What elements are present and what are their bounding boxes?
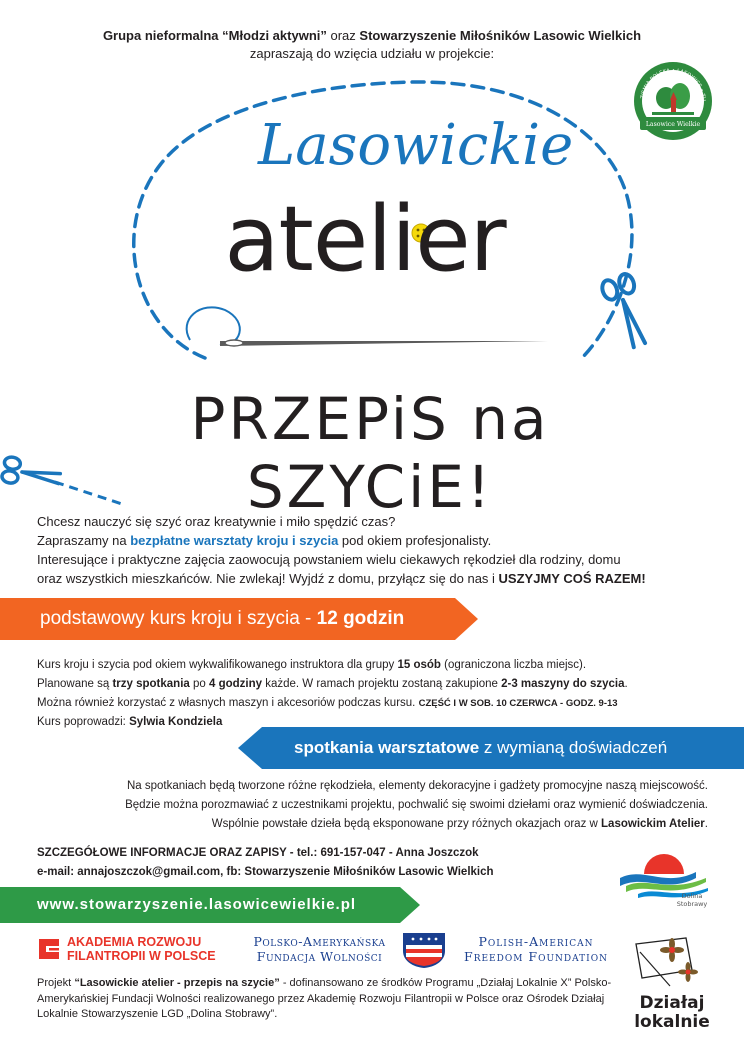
footer-project-info: Projekt “Lasowickie atelier - przepis na szycie” - dofinansowano ze środków Programu „Działaj Lokalnie X” Polsko-Amerykańskiej Fundacji Wolności realizowanego przez Akademię Rozwoju Filantropii w Polsce oraz Ośrodek Działaj Lokalnie Stowarzyszenie LGD „Dolina Stobrawy”.	[37, 977, 612, 1020]
website-banner	[0, 887, 420, 923]
seal-arc-text: ZIEMIA POLSKA • LASOWICE • TU	[640, 67, 707, 102]
seal-banner-text: Lasowice Wielkie	[645, 121, 701, 128]
website-link[interactable]: www.stowarzyszenie.lasowicewielkie.pl	[37, 896, 357, 913]
meetings-banner: spotkania warsztatowe z wymianą doświadczeń	[238, 727, 744, 769]
paff-logo: Polish-American Freedom Foundation	[464, 934, 608, 964]
dolina-l1: Dolina	[681, 892, 703, 900]
dolina-stobrawy-logo	[616, 848, 716, 908]
arf-logo: AKADEMIA ROZWOJU FILANTROPII W POLSCE	[37, 935, 242, 965]
title-main: atelier	[224, 187, 506, 292]
needle-icon	[220, 340, 548, 346]
dolina-l2: Stobrawy	[676, 900, 708, 908]
course-details: Kurs kroju i szycia pod okiem wykwalifikowanego instruktora dla grupy 15 osób (ograniczona liczba miejsc). Planowane są trzy spotkania po 4 godziny każde. W ramach projektu zostaną zakupione 2-3 maszyny do szycia. Można również korzystać z własnych maszyn i akcesoriów podczas kursu. CZĘŚĆ I W SOB. 10 CZERWCA - GODZ. 9-13 Kurs poprowadzi: Sylwia Kondziela	[37, 659, 628, 728]
meetings-text: Na spotkaniach będą tworzone różne rękodzieła, elementy dekoracyjne i gadżety promocyjne naszą miejscowość. Będzie można porozmawiać z uczestnikami projektu, pochwalić się swoimi dziełami oraz wymienić doświadczenia. Wspólnie powstałe dzieła będą eksponowane przy różnych okazjach oraz w Lasowickim Atelier.	[125, 780, 708, 830]
header-invite: Grupa nieformalna “Młodzi aktywni” oraz Stowarzyszenie Miłośników Lasowic Wielkich	[102, 28, 642, 43]
course-banner: podstawowy kurs kroju i szycia - 12 godzin	[0, 598, 478, 640]
dzialaj-lokalnie-logo: Działaj lokalnie	[626, 930, 718, 1042]
flag-shield-icon	[401, 931, 447, 969]
intro-text: Chcesz nauczyć się szyć oraz kreatywnie i miło spędzić czas? Zapraszamy na bezpłatne warsztaty kroju i szycia pod okiem profesjonalisty. Interesujące i praktyczne zajęcia zaowocują powstaniem wielu ciekawych rękodzieł dla rodziny, domu oraz wszystkich mieszkańców. Nie zwlekaj! Wyjdź z domu, przyłącz się do nas i USZYJMY COŚ RAZEM!	[37, 514, 646, 586]
scissors-icon-left	[1, 456, 62, 492]
contact-info: SZCZEGÓŁOWE INFORMACJE ORAZ ZAPISY - tel.: 691-157-047 - Anna Joszczok e-mail: annajoszczok@gmail.com, fb: Stowarzyszenie Miłośników Lasowic Wielkich	[37, 847, 494, 878]
title-script: Lasowickie	[258, 113, 574, 178]
flower-sketch-icon	[626, 930, 718, 992]
header-invite-line2: zapraszają do wzięcia udziału w projekcie:	[249, 46, 495, 61]
thread-loop	[187, 307, 240, 344]
title-slogan: PRZEPiS na SZYCiE!	[190, 385, 550, 521]
scissors-icon-right	[600, 272, 655, 351]
pafw-logo: Polsko-Amerykańska Fundacja Wolności	[253, 934, 386, 964]
arf-mark-icon	[37, 937, 61, 961]
